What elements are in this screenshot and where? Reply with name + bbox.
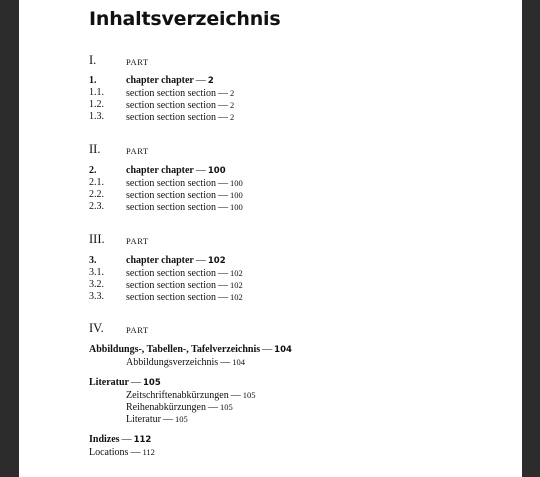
chapter-page: 112 (133, 435, 152, 445)
section-page: 100 (229, 202, 243, 212)
chapter-title: Indizes (89, 434, 120, 445)
section-title: section section section (126, 178, 216, 189)
chapter-title: chapter chapter (126, 165, 194, 176)
chapter-number: 1. (89, 75, 97, 86)
chapter-page: 104 (274, 345, 292, 355)
entry-title: Zeitschriftenabkürzungen (126, 390, 229, 401)
part-label: PART (126, 325, 149, 335)
part-label: PART (126, 57, 149, 67)
entry-title: Locations (89, 447, 129, 458)
section-number: 2.2. (89, 189, 104, 200)
section-title: section section section (126, 268, 216, 279)
entry-page: 105 (174, 414, 188, 424)
section-number: 3.2. (89, 279, 104, 290)
chapter-title: Literatur (89, 377, 129, 388)
entry-title: Literatur (126, 414, 161, 425)
chapter-number: 2. (89, 165, 97, 176)
section-page: 2 (229, 88, 235, 98)
entry-page: 105 (219, 402, 233, 412)
part-label: PART (126, 236, 149, 246)
chapter-page: 100 (207, 166, 226, 176)
section-number: 2.1. (89, 177, 104, 188)
chapter-number: 3. (89, 255, 97, 266)
section-page: 102 (229, 292, 243, 302)
chapter-title: chapter chapter (126, 255, 194, 266)
section-number: 1.2. (89, 99, 104, 110)
section-page: 100 (229, 178, 243, 188)
section-number: 2.3. (89, 201, 104, 212)
part-label: PART (126, 146, 149, 156)
part-numeral: II. (89, 142, 101, 156)
entry-title: Abbildungsverzeichnis (126, 357, 219, 368)
part-numeral: IV. (89, 321, 104, 335)
section-page: 102 (229, 268, 243, 278)
section-title: section section section (126, 112, 216, 123)
document-page: Inhaltsverzeichnis I. PART 1. chapter chapter — 2 1.1. section section section — 2 1.2. section section section — 2 1.3. section section section — 2 II. PART 2. chapter chapter — 100 2.1. section section section — 100 2.2. section section section — 100 2.3. section section section — 100 III. PART 3. chapter chapter — 102 3.1. section section section — 102 3.2. section section section — 102 3.3. section section section — 102 IV. PART Abbildungs-, Tabellen-, Tafelverzeichnis — 104 Abbildungsverzeichnis — 104 Literatur — 105 Zeitschriftenabkürzungen — 105 Reihenabkürzungen — 105 Literatur — 105 Indizes — 112 Locations — 112 (19, 0, 522, 477)
section-page: 102 (229, 280, 243, 290)
section-number: 3.3. (89, 291, 104, 302)
entry-page: 104 (232, 357, 245, 367)
chapter-title: chapter chapter (126, 75, 194, 86)
entry-title: Reihenabkürzungen (126, 402, 206, 413)
chapter-page: 105 (143, 378, 161, 388)
section-number: 1.3. (89, 111, 104, 122)
page-title: Inhaltsverzeichnis (89, 8, 281, 30)
entry-page: 112 (142, 447, 155, 457)
section-title: section section section (126, 202, 216, 213)
section-page: 2 (229, 112, 235, 122)
part-numeral: III. (89, 232, 105, 246)
chapter-title: Abbildungs-, Tabellen-, Tafelverzeichnis (89, 344, 261, 355)
entry-page: 105 (242, 390, 256, 400)
section-number: 1.1. (89, 87, 104, 98)
chapter-page: 2 (207, 76, 214, 86)
section-title: section section section (126, 292, 216, 303)
part-numeral: I. (89, 53, 97, 67)
section-page: 100 (229, 190, 243, 200)
section-page: 2 (229, 100, 235, 110)
chapter-page: 102 (207, 256, 226, 266)
section-title: section section section (126, 190, 216, 201)
section-title: section section section (126, 100, 216, 111)
section-title: section section section (126, 280, 216, 291)
section-title: section section section (126, 88, 216, 99)
section-number: 3.1. (89, 267, 104, 278)
